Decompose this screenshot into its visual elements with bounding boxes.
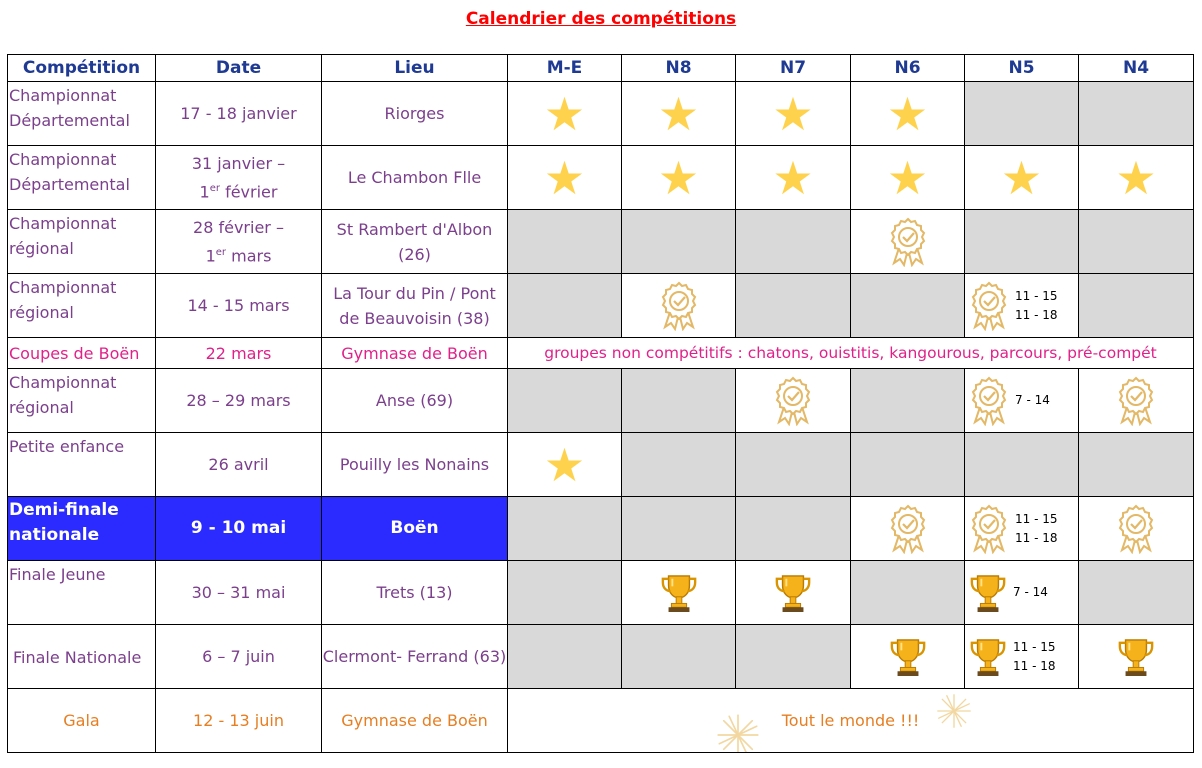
level-n5	[965, 625, 1079, 689]
level-n6	[851, 561, 965, 625]
level-n7	[736, 561, 851, 625]
competition-date: 17 - 18 janvier	[156, 82, 322, 146]
level-n6	[851, 433, 965, 497]
date-month: février	[219, 182, 278, 202]
level-n5	[965, 274, 1079, 338]
competition-name: Finale Nationale	[8, 625, 156, 689]
age-note-line: 11 - 15	[1013, 639, 1056, 654]
header-competition: Compétition	[8, 55, 156, 82]
firework-icon	[716, 713, 760, 753]
table-row	[8, 561, 1194, 625]
table-row	[8, 625, 1194, 689]
table-row	[8, 82, 1194, 146]
level-n5	[965, 146, 1079, 210]
medal-icon	[969, 281, 1009, 331]
level-me	[508, 625, 622, 689]
level-me	[508, 146, 622, 210]
level-n4	[1079, 82, 1194, 146]
medal-icon	[773, 376, 813, 426]
level-n7	[736, 497, 851, 561]
competition-place: Le Chambon Flle	[322, 146, 508, 210]
age-note	[1015, 287, 1058, 325]
level-n6	[851, 274, 965, 338]
level-n4	[1079, 497, 1194, 561]
competition-name: Championnat Départemental	[8, 82, 156, 146]
competition-date: 28 – 29 mars	[156, 369, 322, 433]
star-icon: ★	[772, 86, 814, 141]
date-line-1: 28 février –	[193, 217, 284, 237]
level-n7	[736, 146, 851, 210]
level-me	[508, 561, 622, 625]
header-n8: N8	[622, 55, 736, 82]
competition-place: Boën	[322, 497, 508, 561]
competition-date	[156, 146, 322, 210]
date-line-1: 31 janvier –	[191, 153, 286, 173]
medal-icon	[659, 281, 699, 331]
star-icon: ★	[1000, 150, 1043, 205]
header-n4: N4	[1079, 55, 1194, 82]
competition-calendar-table	[7, 54, 1194, 753]
header-row	[8, 55, 1194, 82]
date-month: mars	[226, 246, 272, 266]
level-n6	[851, 82, 965, 146]
non-competitive-groups: groupes non compétitifs : chatons, ouistitis, kangourous, parcours, pré-compét	[508, 338, 1194, 369]
level-n8	[622, 369, 736, 433]
trophy-icon	[660, 572, 698, 614]
star-icon: ★	[772, 150, 814, 205]
star-icon: ★	[543, 437, 586, 492]
competition-name: Championnat régional	[8, 210, 156, 274]
competition-date	[156, 210, 322, 274]
competition-place: Gymnase de Boën	[322, 689, 508, 753]
level-me	[508, 274, 622, 338]
star-icon: ★	[657, 86, 700, 141]
date-day: 1	[205, 246, 216, 266]
date-day: 1	[199, 182, 210, 202]
date-ordinal: er	[215, 246, 227, 258]
level-n8	[622, 210, 736, 274]
competition-place: Pouilly les Nonains	[322, 433, 508, 497]
level-me	[508, 369, 622, 433]
medal-icon	[969, 376, 1009, 426]
header-n6: N6	[851, 55, 965, 82]
level-n7	[736, 82, 851, 146]
trophy-icon	[774, 572, 812, 614]
level-n5	[965, 561, 1079, 625]
competition-name: Gala	[8, 689, 156, 753]
star-icon: ★	[886, 86, 929, 141]
level-n7	[736, 625, 851, 689]
table-row	[8, 338, 1194, 369]
level-n7	[736, 433, 851, 497]
competition-name: Petite enfance	[8, 433, 156, 497]
competition-place: Gymnase de Boën	[322, 338, 508, 369]
level-n4	[1079, 146, 1194, 210]
header-date: Date	[156, 55, 322, 82]
level-n6	[851, 146, 965, 210]
competition-name: Championnat régional	[8, 274, 156, 338]
star-icon: ★	[543, 150, 586, 205]
competition-place: Anse (69)	[322, 369, 508, 433]
competition-place: Trets (13)	[322, 561, 508, 625]
trophy-icon	[969, 572, 1007, 614]
table-row	[8, 497, 1194, 561]
table-row	[8, 433, 1194, 497]
level-me	[508, 497, 622, 561]
level-n8	[622, 146, 736, 210]
level-n4	[1079, 210, 1194, 274]
competition-date: 30 – 31 mai	[156, 561, 322, 625]
competition-place: La Tour du Pin / Pont de Beauvoisin (38)	[322, 274, 508, 338]
level-n5	[965, 82, 1079, 146]
date-line-2	[156, 240, 321, 268]
age-note-line: 11 - 15	[1015, 288, 1058, 303]
star-icon: ★	[886, 150, 929, 205]
medal-icon	[888, 504, 928, 554]
level-n4	[1079, 561, 1194, 625]
level-n8	[622, 82, 736, 146]
gala-cell	[508, 689, 1194, 753]
competition-date: 9 - 10 mai	[156, 497, 322, 561]
header-lieu: Lieu	[322, 55, 508, 82]
trophy-icon	[969, 636, 1007, 678]
level-n8	[622, 561, 736, 625]
level-n7	[736, 369, 851, 433]
age-note	[1015, 510, 1058, 548]
level-n4	[1079, 369, 1194, 433]
competition-name: Championnat Départemental	[8, 146, 156, 210]
level-n8	[622, 433, 736, 497]
star-icon: ★	[1115, 150, 1157, 205]
level-n6	[851, 497, 965, 561]
level-n5	[965, 433, 1079, 497]
competition-date: 26 avril	[156, 433, 322, 497]
age-note: 7 - 14	[1013, 585, 1048, 599]
level-n8	[622, 625, 736, 689]
age-note-line: 11 - 18	[1015, 307, 1058, 322]
level-n4	[1079, 625, 1194, 689]
level-n6	[851, 210, 965, 274]
competition-name: Coupes de Boën	[8, 338, 156, 369]
age-note-line: 11 - 15	[1015, 511, 1058, 526]
competition-name: Demi-finale nationale	[8, 497, 156, 561]
age-note	[1013, 638, 1056, 676]
trophy-icon	[889, 636, 927, 678]
level-me	[508, 210, 622, 274]
table-row	[8, 146, 1194, 210]
header-n7: N7	[736, 55, 851, 82]
medal-icon	[969, 504, 1009, 554]
table-row	[8, 274, 1194, 338]
date-ordinal: er	[209, 182, 220, 194]
level-n5	[965, 497, 1079, 561]
level-n4	[1079, 433, 1194, 497]
firework-icon	[936, 693, 972, 729]
level-n7	[736, 274, 851, 338]
header-me: M-E	[508, 55, 622, 82]
level-n7	[736, 210, 851, 274]
competition-date: 12 - 13 juin	[156, 689, 322, 753]
page-title: Calendrier des compétitions	[465, 9, 737, 29]
competition-date: 14 - 15 mars	[156, 274, 322, 338]
level-n4	[1079, 274, 1194, 338]
competition-name: Finale Jeune	[8, 561, 156, 625]
star-icon: ★	[543, 86, 586, 141]
trophy-icon	[1117, 636, 1155, 678]
star-icon: ★	[657, 150, 700, 205]
level-n5	[965, 210, 1079, 274]
level-n6	[851, 625, 965, 689]
competition-name: Championnat régional	[8, 369, 156, 433]
level-n6	[851, 369, 965, 433]
level-n8	[622, 274, 736, 338]
header-n5: N5	[965, 55, 1079, 82]
competition-place: Clermont- Ferrand (63)	[322, 625, 508, 689]
medal-icon	[1116, 376, 1156, 426]
age-note: 7 - 14	[1015, 393, 1050, 407]
level-n5	[965, 369, 1079, 433]
medal-icon	[888, 217, 928, 267]
competition-date: 22 mars	[156, 338, 322, 369]
competition-date: 6 – 7 juin	[156, 625, 322, 689]
gala-message: Tout le monde !!!	[781, 711, 920, 730]
medal-icon	[1116, 504, 1156, 554]
competition-place: St Rambert d'Albon (26)	[322, 210, 508, 274]
level-me	[508, 82, 622, 146]
level-n8	[622, 497, 736, 561]
age-note-line: 11 - 18	[1015, 530, 1058, 545]
age-note-line: 11 - 18	[1013, 658, 1056, 673]
table-row	[8, 369, 1194, 433]
table-row	[8, 689, 1194, 753]
table-row	[8, 210, 1194, 274]
level-me	[508, 433, 622, 497]
competition-place: Riorges	[322, 82, 508, 146]
gala-message-wrap	[508, 711, 1193, 730]
date-line-2	[156, 176, 321, 204]
